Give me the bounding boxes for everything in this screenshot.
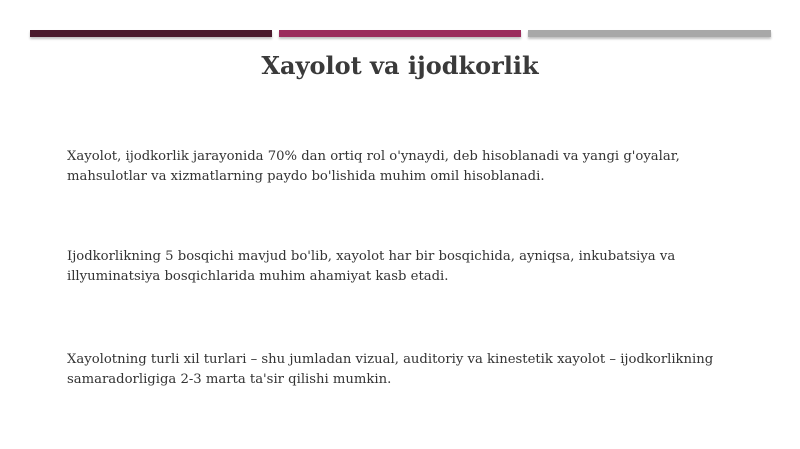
accent-bar-dark [30,30,272,37]
accent-bar-magenta [279,30,521,37]
slide-title: Xayolot va ijodkorlik [261,51,539,80]
paragraph-creativity-stages: Ijodkorlikning 5 bosqichi mavjud bo'lib, xayolot har bir bosqichida, ayniqsa, inkubatsiya va illyuminatsiya bosqichlarida muhim ahamiyat kasb etadi. [67,249,676,284]
paragraph-imagination-role: Xayolot, ijodkorlik jarayonida 70% dan ortiq rol o'ynaydi, deb hisoblanadi va yangi g'oyalar, mahsulotlar va xizmatlarning paydo bo'lishida muhim omil hisoblanadi. [67,149,680,184]
paragraph-imagination-types: Xayolotning turli xil turlari – shu jumladan vizual, auditoriy va kinestetik xayolot – ijodkorlikning samaradorligiga 2-3 marta ta'sir qilishi mumkin. [67,352,714,387]
accent-bar-gray [528,30,771,37]
